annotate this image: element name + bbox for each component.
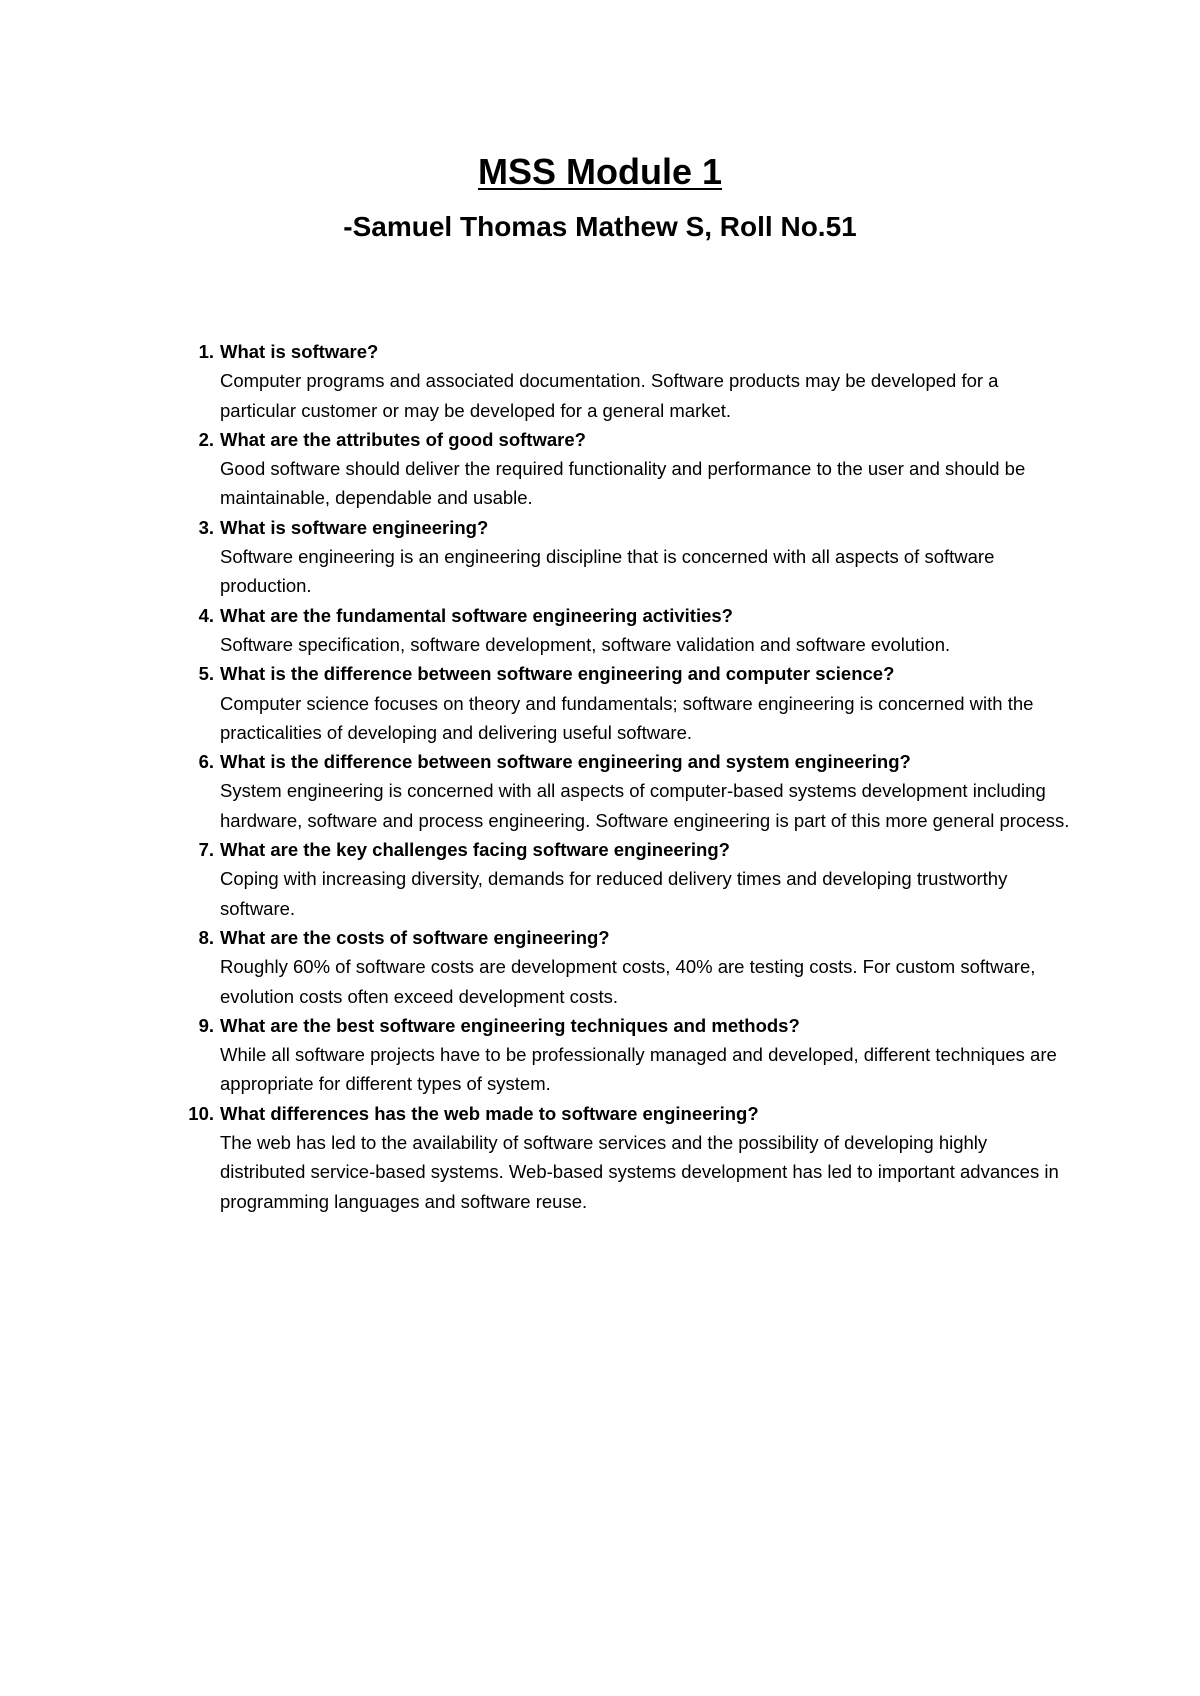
item-question: What differences has the web made to software engineering? bbox=[220, 1102, 759, 1124]
item-question: What are the costs of software engineering? bbox=[220, 926, 610, 948]
item-number: 7. bbox=[198, 839, 214, 861]
item-answer: Coping with increasing diversity, demands for reduced delivery times and developing trustworthy software. bbox=[220, 868, 1008, 919]
document-title-text: MSS Module 1 bbox=[477, 151, 723, 192]
list-item bbox=[170, 513, 1070, 601]
item-question: What is software engineering? bbox=[220, 516, 489, 538]
item-question: What are the attributes of good software? bbox=[220, 428, 586, 450]
list-item bbox=[170, 337, 1070, 425]
item-answer: Roughly 60% of software costs are development costs, 40% are testing costs. For custom software, evolution costs often exceed development costs. bbox=[220, 956, 1036, 1007]
item-question: What are the best software engineering techniques and methods? bbox=[220, 1014, 800, 1036]
item-number: 10. bbox=[188, 1102, 214, 1124]
list-item bbox=[170, 1011, 1070, 1099]
list-item bbox=[170, 923, 1070, 1011]
list-item bbox=[170, 1099, 1070, 1216]
item-number: 8. bbox=[198, 926, 214, 948]
list-item bbox=[170, 747, 1070, 835]
list-item bbox=[170, 601, 1070, 660]
item-question: What is the difference between software engineering and computer science? bbox=[220, 663, 895, 685]
item-number: 6. bbox=[198, 751, 214, 773]
item-answer: Computer programs and associated documentation. Software products may be developed for a particular customer or may be developed for a general market. bbox=[220, 370, 999, 421]
item-question: What are the fundamental software engineering activities? bbox=[220, 604, 733, 626]
item-question: What is software? bbox=[220, 341, 379, 362]
item-answer: While all software projects have to be professionally managed and developed, different techniques are appropriate for different types of system. bbox=[220, 1044, 1057, 1095]
item-number: 4. bbox=[198, 604, 214, 626]
item-number: 9. bbox=[198, 1014, 214, 1036]
item-number: 2. bbox=[198, 428, 214, 450]
item-answer: Software engineering is an engineering discipline that is concerned with all aspects of software production. bbox=[220, 546, 995, 597]
item-answer: System engineering is concerned with all aspects of computer-based systems development including hardware, software and process engineering. Software engineering is part of this more general process. bbox=[220, 780, 1070, 831]
item-number: 3. bbox=[198, 516, 214, 538]
document-title bbox=[0, 150, 1200, 194]
qa-list bbox=[170, 337, 1070, 1216]
item-answer: Good software should deliver the required functionality and performance to the user and should be maintainable, dependable and usable. bbox=[220, 458, 1026, 509]
list-item bbox=[170, 835, 1070, 923]
list-item bbox=[170, 425, 1070, 513]
item-answer: Software specification, software development, software validation and software evolution. bbox=[220, 633, 951, 655]
list-item bbox=[170, 659, 1070, 747]
document-subtitle: -Samuel Thomas Mathew S, Roll No.51 bbox=[343, 211, 857, 242]
item-number: 5. bbox=[198, 663, 214, 685]
item-answer: The web has led to the availability of software services and the possibility of developing highly distributed service-based systems. Web-based systems development has led to important advances in programming languages and software reuse. bbox=[220, 1132, 1059, 1212]
item-number: 1. bbox=[198, 341, 214, 362]
item-question: What is the difference between software engineering and system engineering? bbox=[220, 751, 911, 773]
item-answer: Computer science focuses on theory and fundamentals; software engineering is concerned with the practicalities of developing and delivering useful software. bbox=[220, 692, 1034, 743]
item-question: What are the key challenges facing software engineering? bbox=[220, 839, 730, 861]
